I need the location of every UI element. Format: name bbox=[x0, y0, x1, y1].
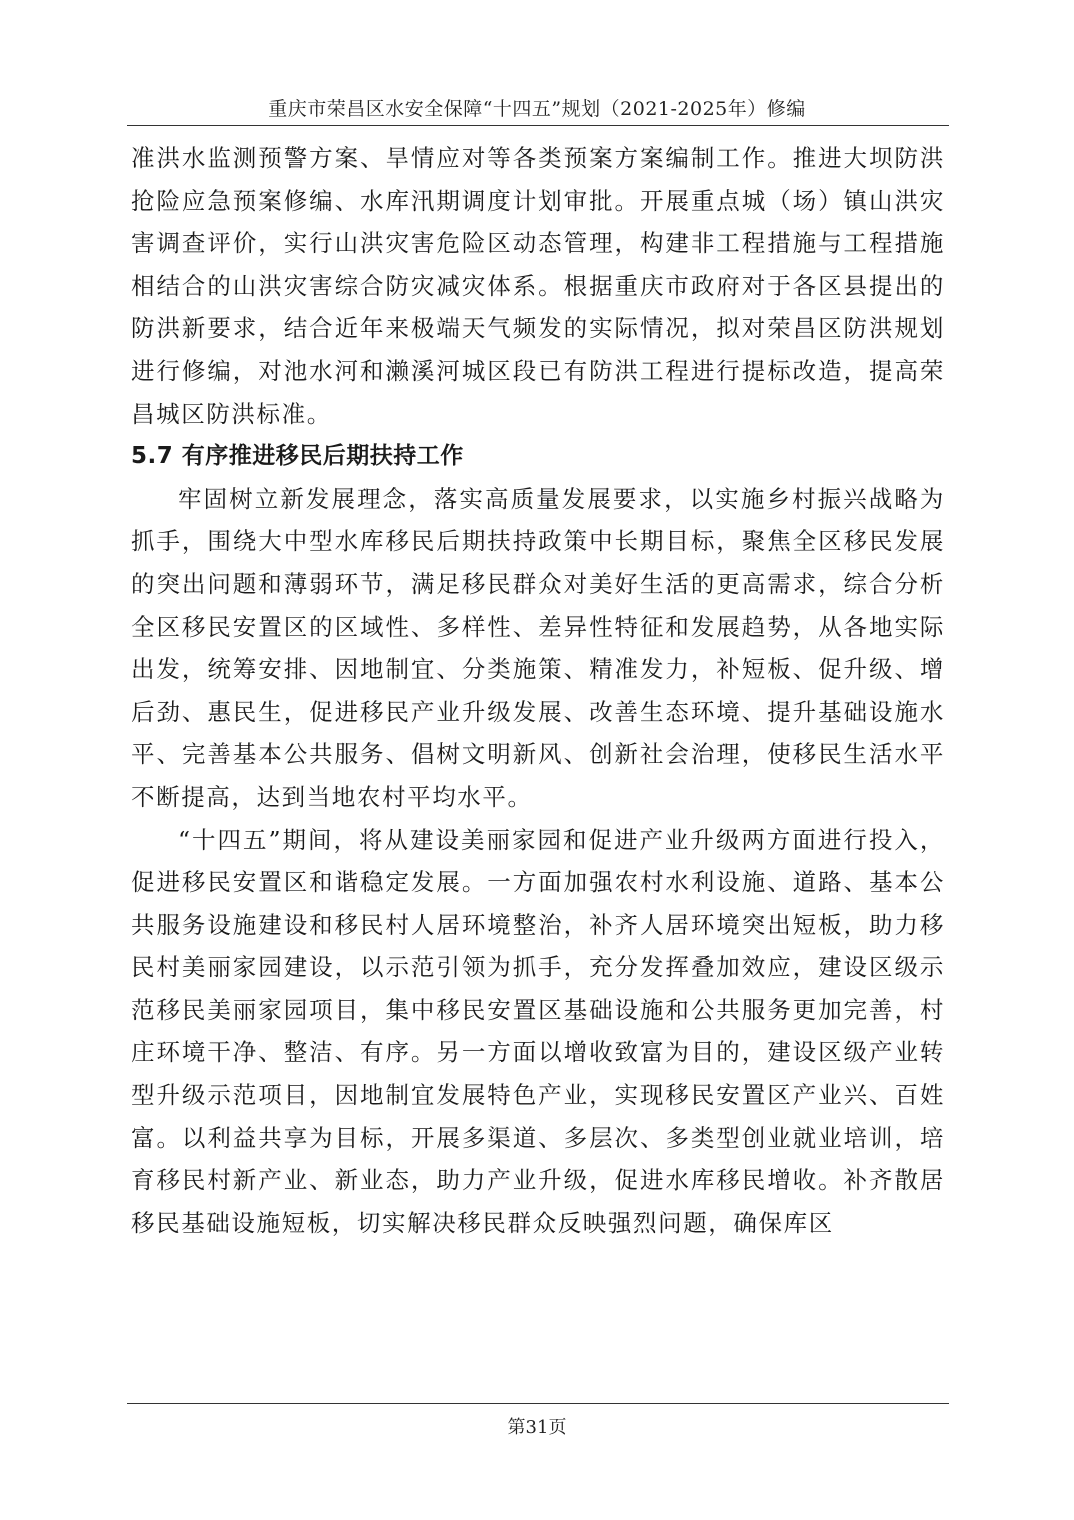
body-content bbox=[131, 137, 945, 1244]
section-heading: 5.7 有序推进移民后期扶持工作 bbox=[131, 443, 464, 470]
footer-divider bbox=[127, 1403, 949, 1404]
page-number: 第31页 bbox=[507, 1417, 567, 1438]
header-divider bbox=[127, 125, 949, 126]
paragraph-resettlement-goals: 牢固树立新发展理念，落实高质量发展要求，以实施乡村振兴战略为抓手，围绕大中型水库移民后期扶持政策中长期目标，聚焦全区移民发展的突出问题和薄弱环节，满足移民群众对美好生活的更高需求，综合分析全区移民安置区的区域性、多样性、差异性特征和发展趋势，从各地实际出发，统筹安排、因地制宜、分类施策、精准发力，补短板、促升级、增后劲、惠民生，促进移民产业升级发展、改善生态环境、提升基础设施水平、完善基本公共服务、倡树文明新风、创新社会治理，使移民生活水平不断提高，达到当地农村平均水平。 bbox=[131, 484, 945, 811]
paragraph-fourteenth-five-year: “十四五”期间，将从建设美丽家园和促进产业升级两方面进行投入，促进移民安置区和谐稳定发展。一方面加强农村水利设施、道路、基本公共服务设施建设和移民村人居环境整治，补齐人居环境突出短板，助力移民村美丽家园建设，以示范引领为抓手，充分发挥叠加效应，建设区级示范移民美丽家园项目，集中移民安置区基础设施和公共服务更加完善，村庄环境干净、整洁、有序。另一方面以增收致富为目的，建设区级产业转型升级示范项目，因地制宜发展特色产业，实现移民安置区产业兴、百姓富。以利益共享为目标，开展多渠道、多层次、多类型创业就业培训，培育移民村新产业、新业态，助力产业升级，促进水库移民增收。补齐散居移民基础设施短板，切实解决移民群众反映强烈问题，确保库区 bbox=[131, 825, 945, 1237]
paragraph-continued: 准洪水监测预警方案、旱情应对等各类预案方案编制工作。推进大坝防洪抢险应急预案修编、水库汛期调度计划审批。开展重点城（场）镇山洪灾害调查评价，实行山洪灾害危险区动态管理，构建非工程措施与工程措施相结合的山洪灾害综合防灾减灾体系。根据重庆市政府对于各区县提出的防洪新要求，结合近年来极端天气频发的实际情况，拟对荣昌区防洪规划进行修编，对池水河和濑溪河城区段已有防洪工程进行提标改造，提高荣昌城区防洪标准。 bbox=[131, 144, 945, 428]
running-header-title: 重庆市荣昌区水安全保障“十四五”规划（2021-2025年）修编 bbox=[268, 98, 806, 120]
